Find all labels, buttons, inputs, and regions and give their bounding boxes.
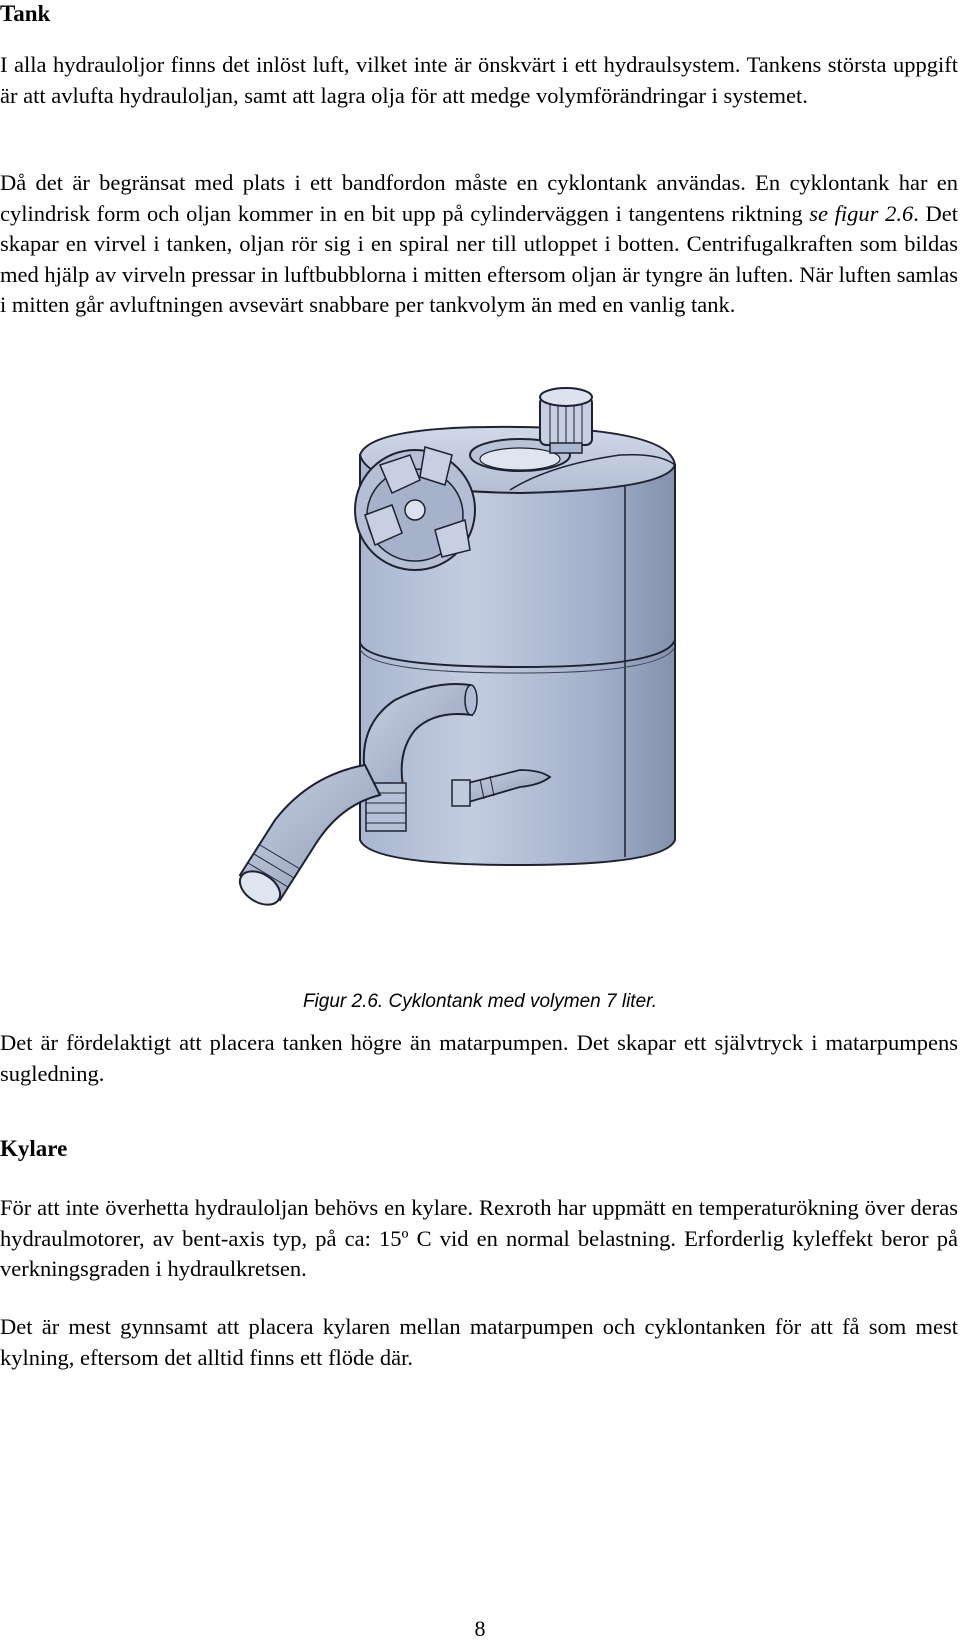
- paragraph-cyclone-tank-text-a: Då det är begränsat med plats i ett bandfordon måste en cyklontank användas. En cyklontank har en cylindrisk form och oljan kommer in en bit upp på cylinderväggen i tangentens riktning: [0, 170, 958, 226]
- figure-caption: Figur 2.6. Cyklontank med volymen 7 liter.: [302, 991, 658, 1012]
- paragraph-kylare-placement: Det är mest gynnsamt att placera kylaren mellan matarpumpen och cyklontanken för att få som mest kylning, eftersom det alltid finns ett flöde där.: [0, 1314, 958, 1370]
- page-number: 8: [474, 1616, 486, 1641]
- paragraph-kylare-intro: För att inte överhetta hydrauloljan behövs en kylare. Rexroth har uppmätt en temperaturökning över deras hydraulmotorer, av bent-axis typ, på ca: 15º C vid en normal belastning. Erforderlig kyleffekt beror på verkningsgraden i hydraulkretsen.: [0, 1195, 958, 1281]
- paragraph-tank-intro: I alla hydrauloljor finns det inlöst luft, vilket inte är önskvärt i ett hydraulsystem. Tankens största uppgift är att avlufta hydrauloljan, samt att lagra olja för att medge volymförändringar i systemet.: [0, 52, 958, 108]
- cyclone-tank-figure: [220, 385, 720, 960]
- paragraph-cyclone-tank-text-b: . Det skapar en virvel i tanken, oljan rör sig i en spiral ner till utloppet i botten. Centrifugalkraften som bildas med hjälp av virveln pressar in luftbubblorna i mitten eftersom oljan är tyngre än luften. När luften samlas i mitten går avluftningen avsevärt snabbare per tankvolym än med en vanlig tank.: [0, 200, 958, 317]
- heading-tank: Tank: [0, 1, 51, 26]
- paragraph-cyclone-tank: [0, 168, 958, 321]
- heading-kylare: Kylare: [0, 1136, 68, 1161]
- figure-reference: se figur 2.6: [809, 200, 914, 226]
- paragraph-tank-placement: Det är fördelaktigt att placera tanken högre än matarpumpen. Det skapar ett självtryck i matarpumpens sugledning.: [0, 1030, 958, 1086]
